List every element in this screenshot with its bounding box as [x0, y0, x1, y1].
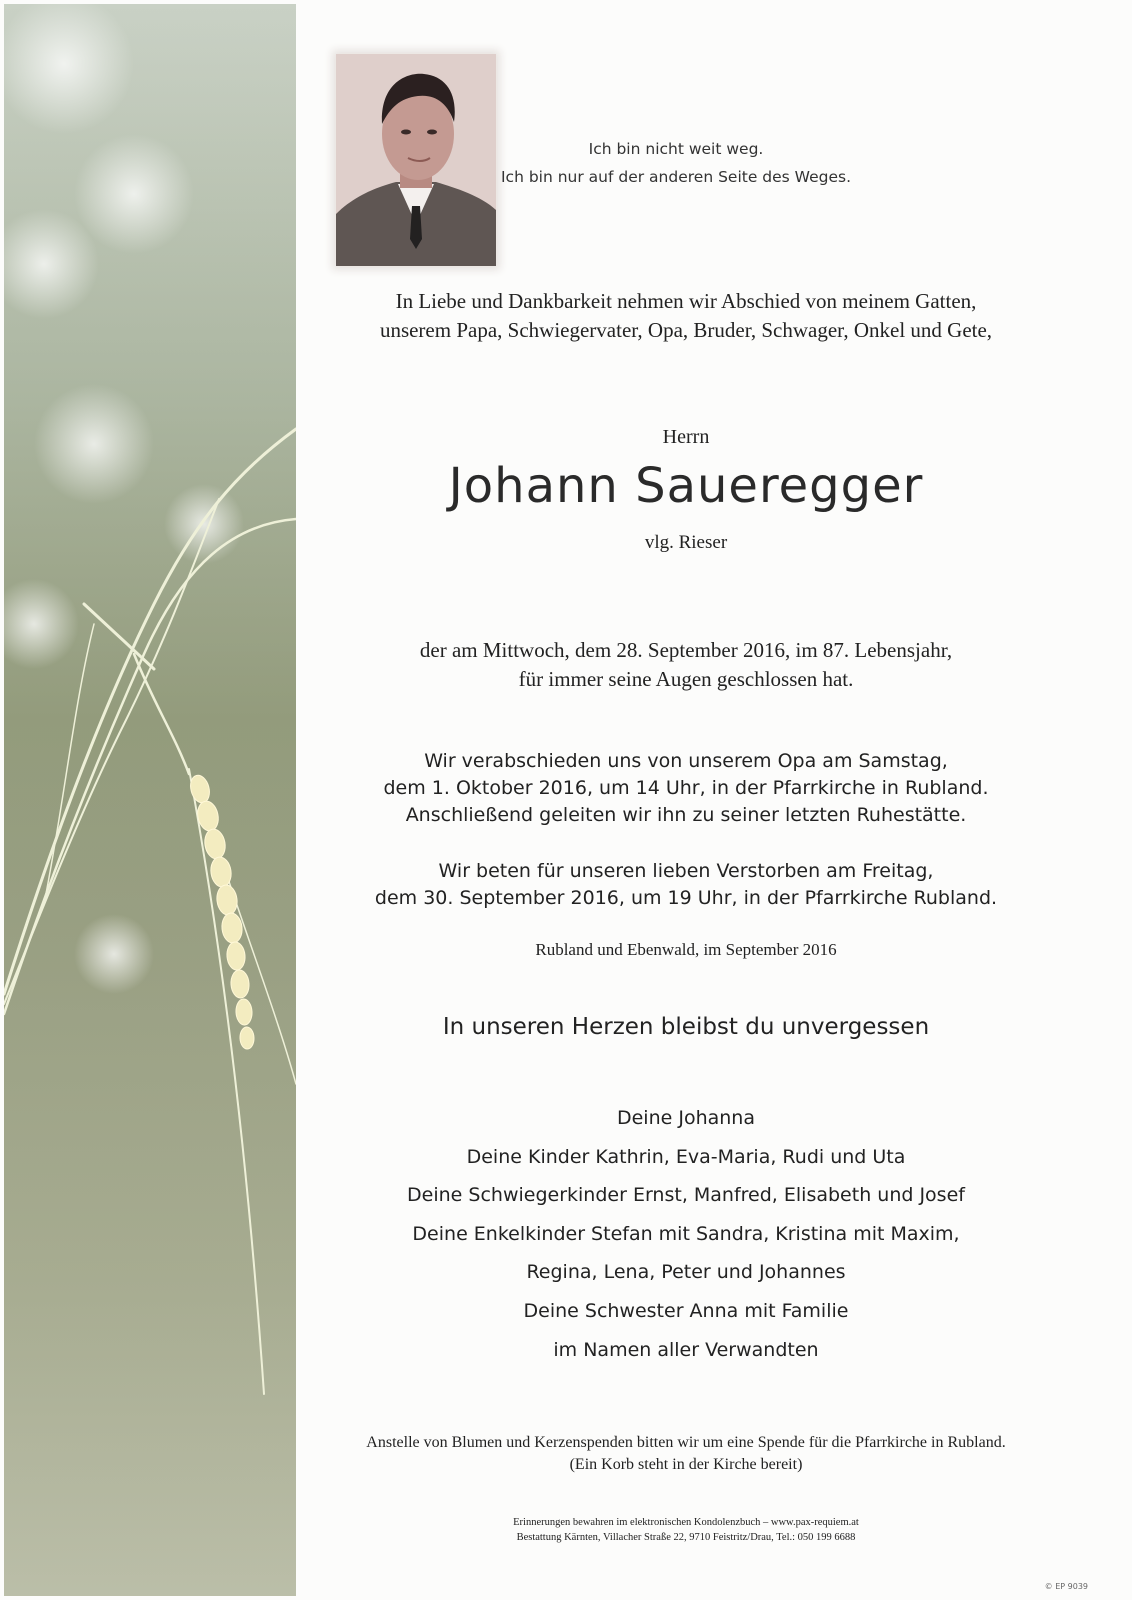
service-line: Anschließend geleiten wir ihn zu seiner letzten Ruhestätte.	[405, 804, 967, 826]
family-line: Deine Schwester Anna mit Familie	[523, 1299, 849, 1322]
death-line: der am Mittwoch, dem 28. September 2016, im 87. Lebensjahr,	[419, 638, 953, 662]
footer	[296, 1515, 1076, 1545]
prayer-line: Wir beten für unseren lieben Verstorben am Freitag,	[438, 860, 934, 882]
vulgo-name: vlg. Rieser	[644, 532, 728, 553]
content-column	[296, 0, 1132, 1600]
footer-line: Erinnerungen bewahren im elektronischen Kondolenzbuch – www.pax-requiem.at	[513, 1517, 859, 1528]
footer-line: Bestattung Kärnten, Villacher Straße 22, 9710 Feistritz/Drau, Tel.: 050 199 6688	[516, 1532, 856, 1543]
intro-text	[296, 287, 1076, 345]
wheat-illustration	[4, 4, 296, 1596]
family-line: Deine Kinder Kathrin, Eva-Maria, Rudi und Uta	[466, 1145, 906, 1168]
portrait-photo	[336, 54, 496, 266]
place-date: Rubland und Ebenwald, im September 2016	[535, 940, 837, 959]
family-line: Regina, Lena, Peter und Johannes	[526, 1261, 846, 1284]
wheat-ear-image	[4, 4, 296, 1596]
family-line: Deine Enkelkinder Stefan mit Sandra, Kristina mit Maxim,	[412, 1222, 960, 1245]
family-line: im Namen aller Verwandten	[553, 1338, 819, 1361]
donation-line: (Ein Korb steht in der Kirche bereit)	[569, 1456, 803, 1473]
intro-line: unserem Papa, Schwiegervater, Opa, Bruder, Schwager, Onkel und Gete,	[379, 318, 993, 342]
portrait-illustration	[336, 54, 496, 266]
donation-note	[296, 1432, 1076, 1476]
family-line: Deine Johanna	[616, 1107, 755, 1129]
service-line: dem 1. Oktober 2016, um 14 Uhr, in der Pfarrkirche in Rubland.	[383, 777, 989, 799]
family-list	[296, 1099, 1076, 1369]
death-line: für immer seine Augen geschlossen hat.	[518, 667, 854, 691]
prayer-line: dem 30. September 2016, um 19 Uhr, in der Pfarrkirche Rubland.	[374, 887, 998, 909]
deceased-name: Johann Saueregger	[448, 458, 924, 514]
salutation: Herrn	[662, 426, 710, 448]
quote-line: Ich bin nur auf der anderen Seite des Weges.	[500, 168, 851, 186]
donation-line: Anstelle von Blumen und Kerzenspenden bitten wir um eine Spende für die Pfarrkirche in Rubland.	[366, 1434, 1006, 1451]
print-code: © EP 9039	[1044, 1582, 1088, 1591]
service-line: Wir verabschieden uns von unserem Opa am Samstag,	[424, 750, 948, 772]
death-notice	[296, 636, 1076, 694]
prayer-service	[296, 858, 1076, 912]
quote-line: Ich bin nicht weit weg.	[588, 140, 764, 158]
quote	[476, 135, 876, 191]
family-line: Deine Schwiegerkinder Ernst, Manfred, Elisabeth und Josef	[407, 1184, 965, 1207]
remembrance-line: In unseren Herzen bleibst du unvergessen	[442, 1014, 930, 1040]
intro-line: In Liebe und Dankbarkeit nehmen wir Abschied von meinem Gatten,	[395, 289, 977, 313]
funeral-service	[296, 748, 1076, 829]
